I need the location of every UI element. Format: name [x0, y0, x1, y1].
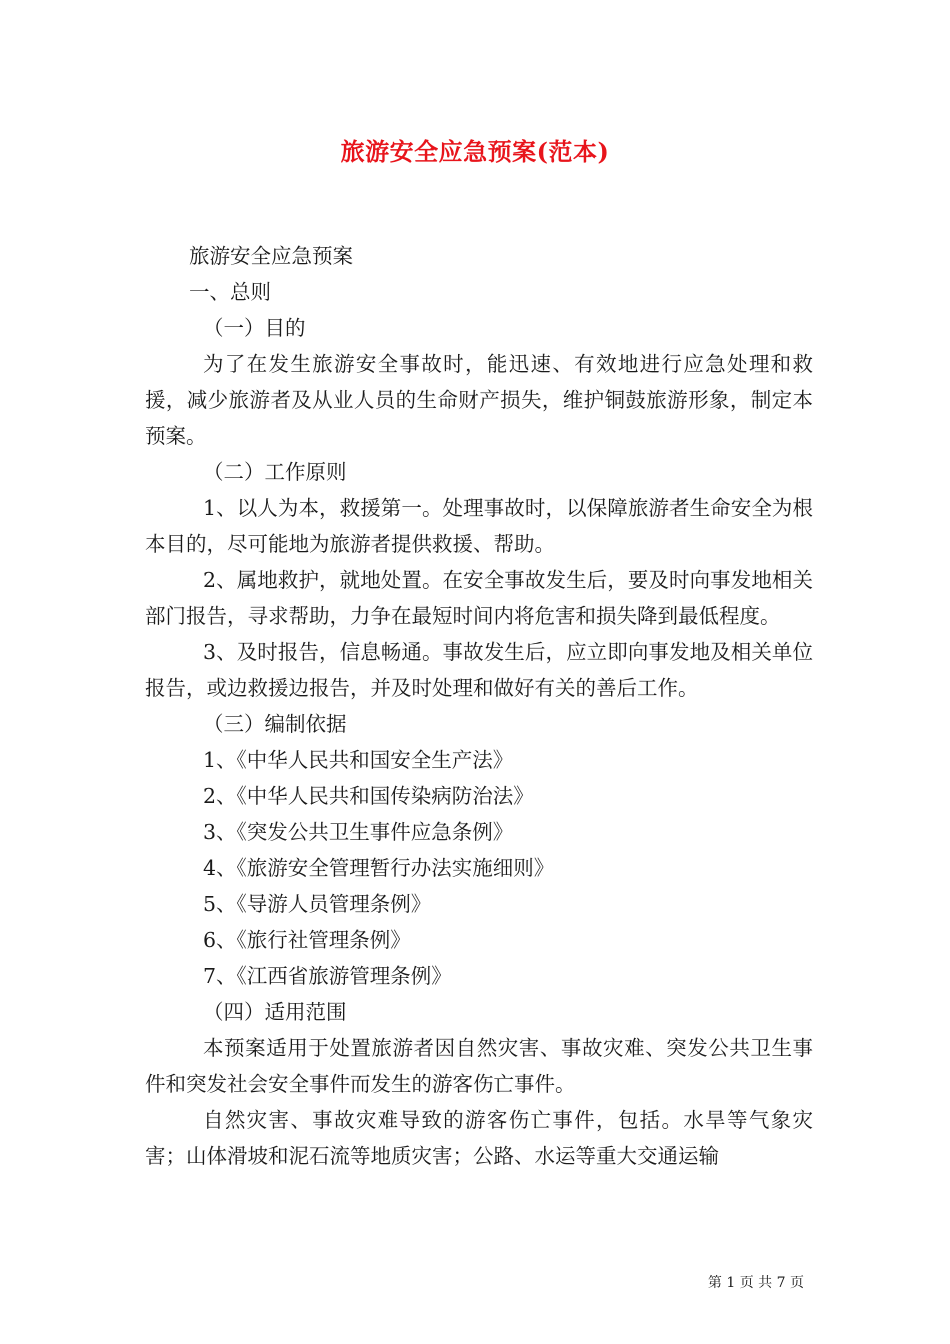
paragraph-principle-3: 3、及时报告，信息畅通。事故发生后，应立即向事发地及相关单位报告，或边救援边报告，并及时处理和做好有关的善后工作。 [145, 640, 813, 700]
document-heading: 旅游安全应急预案 [189, 244, 353, 268]
paragraph-principle-2: 2、属地救护，就地处置。在安全事故发生后，要及时向事发地相关部门报告，寻求帮助，力争在最短时间内将危害和损失降到最低程度。 [145, 568, 813, 628]
subsection-heading-scope: （四）适用范围 [203, 1000, 347, 1024]
subsection-heading-principles: （二）工作原则 [203, 460, 347, 484]
basis-list-item: 6、《旅行社管理条例》 [203, 928, 411, 952]
basis-list-item: 2、《中华人民共和国传染病防治法》 [203, 784, 534, 808]
basis-list-item: 4、《旅游安全管理暂行办法实施细则》 [203, 856, 555, 880]
subsection-heading-purpose: （一）目的 [203, 316, 306, 340]
paragraph-principle-1: 1、以人为本，救援第一。处理事故时，以保障旅游者生命安全为根本目的，尽可能地为旅游者提供救援、帮助。 [145, 496, 813, 556]
basis-list-item: 7、《江西省旅游管理条例》 [203, 964, 452, 988]
basis-list-item: 5、《导游人员管理条例》 [203, 892, 432, 916]
page-number: 第 1 页 共 7 页 [707, 1275, 804, 1291]
document-title: 旅游安全应急预案(范本) [340, 137, 610, 166]
document-body [145, 238, 813, 1174]
basis-list-item: 1、《中华人民共和国安全生产法》 [203, 748, 514, 772]
section-heading-general: 一、总则 [189, 280, 271, 304]
paragraph-natural-disasters: 自然灾害、事故灾难导致的游客伤亡事件，包括。水旱等气象灾害；山体滑坡和泥石流等地质灾害；公路、水运等重大交通运输 [145, 1108, 813, 1168]
basis-list-item: 3、《突发公共卫生事件应急条例》 [203, 820, 514, 844]
subsection-heading-basis: （三）编制依据 [203, 712, 347, 736]
paragraph-scope: 本预案适用于处置旅游者因自然灾害、事故灾难、突发公共卫生事件和突发社会安全事件而发生的游客伤亡事件。 [145, 1036, 813, 1096]
paragraph-purpose: 为了在发生旅游安全事故时，能迅速、有效地进行应急处理和救援，减少旅游者及从业人员的生命财产损失，维护铜鼓旅游形象，制定本预案。 [145, 352, 813, 448]
